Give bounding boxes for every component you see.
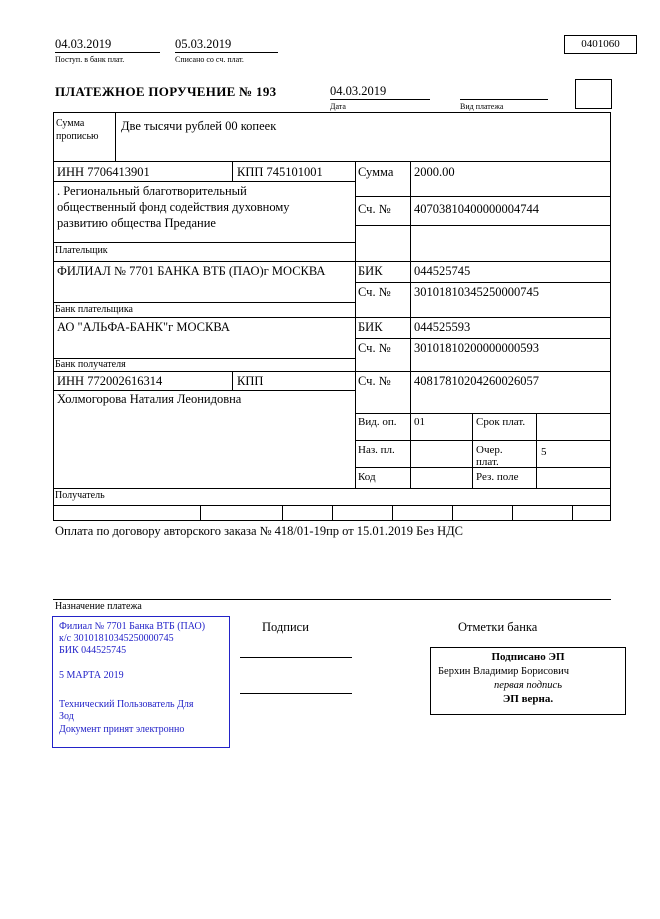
stamp-bank-name: Филиал № 7701 Банка ВТБ (ПАО)	[59, 621, 206, 632]
signature-line	[240, 657, 352, 658]
op-kind-caption: Вид. оп.	[358, 416, 397, 428]
debited-date-caption: Списано со сч. плат.	[175, 55, 244, 64]
purpose-text: Оплата по договору авторского заказа № 418/01-19пр от 15.01.2019 Без НДС	[55, 524, 464, 538]
payer-section-bottom-line	[53, 261, 611, 262]
signature-line	[240, 693, 352, 694]
sum-row-bottom-line	[355, 196, 610, 197]
payee-bank-account-caption: Сч. №	[358, 341, 391, 355]
stamp-note: Документ принят электронно	[59, 724, 185, 735]
payee-bank-bik-caption: БИК	[358, 320, 383, 334]
payee-bank-bik-row-line	[355, 338, 610, 339]
table-left-line	[53, 161, 54, 520]
payee-kpp-caption: КПП	[237, 374, 264, 388]
amount-box-right-line	[610, 112, 611, 161]
table-right-line	[610, 161, 611, 520]
due-date-caption: Срок плат.	[476, 416, 526, 428]
form-code: 0401060	[581, 38, 620, 50]
payee-bank-name: АО "АЛЬФА-БАНК"г МОСКВА	[57, 320, 230, 334]
amount-words-value: Две тысячи рублей 00 копеек	[121, 119, 277, 133]
bottom-strip-divider	[452, 505, 453, 520]
details-grid-col-divider-1	[472, 413, 473, 488]
document-title: ПЛАТЕЖНОЕ ПОРУЧЕНИЕ № 193	[55, 84, 277, 99]
bank-marks-title: Отметки банка	[458, 620, 538, 634]
document-date-underline	[330, 99, 430, 100]
payer-account-caption: Сч. №	[358, 202, 391, 216]
bottom-strip-divider	[512, 505, 513, 520]
stamp-user: Технический Пользователь Для Зод	[59, 699, 194, 722]
payer-bank-bik: 044525745	[414, 264, 471, 278]
debited-date-underline	[175, 52, 278, 53]
details-grid-col-divider-2	[536, 413, 537, 488]
received-date-caption: Поступ. в банк плат.	[55, 55, 125, 64]
bottom-strip-divider	[572, 505, 573, 520]
bottom-strip-divider	[332, 505, 333, 520]
payer-bank-name-bottom-line	[53, 302, 355, 303]
bottom-strip-divider	[282, 505, 283, 520]
priority-caption: Очер. плат.	[476, 444, 503, 468]
sum-caption: Сумма	[358, 165, 394, 179]
payer-bank-account-caption: Сч. №	[358, 285, 391, 299]
reserve-field-caption: Рез. поле	[476, 471, 519, 483]
payer-bank-name: ФИЛИАЛ № 7701 БАНКА ВТБ (ПАО)г МОСКВА	[57, 264, 326, 278]
payee-bank-bik: 044525593	[414, 320, 471, 334]
bottom-strip-bottom-line	[53, 520, 611, 521]
payer-kpp: КПП 745101001	[237, 165, 323, 179]
form-code-box	[564, 35, 637, 54]
payee-bank-section-caption: Банк получателя	[55, 359, 126, 370]
op-kind-value: 01	[414, 416, 425, 428]
payee-inn-row-bottom-line	[53, 390, 355, 391]
ep-valid-note: ЭП верна.	[502, 693, 554, 705]
received-date-underline	[55, 52, 160, 53]
details-grid-row-line-1	[355, 440, 610, 441]
payer-bank-bik-caption: БИК	[358, 264, 383, 278]
payee-account-caption: Сч. №	[358, 374, 391, 388]
payer-inn: ИНН 7706413901	[57, 165, 150, 179]
document-date-caption: Дата	[330, 102, 346, 111]
debited-date-value: 05.03.2019	[175, 37, 232, 51]
signer-name: Берхин Владимир Борисович	[438, 666, 569, 677]
bottom-strip-divider	[392, 505, 393, 520]
payee-inn-kpp-divider	[232, 371, 233, 390]
payer-name-bottom-line	[53, 242, 355, 243]
table-top-line	[53, 161, 611, 162]
amount-box-top-line	[53, 112, 611, 113]
payee-account: 40817810204260026057	[414, 374, 539, 388]
stamp-bik: БИК 044525745	[59, 645, 127, 656]
stamp-date: 5 МАРТА 2019	[59, 670, 124, 681]
payer-section-caption: Плательщик	[55, 245, 108, 256]
signature-kind: первая подпись	[493, 680, 562, 691]
payee-inn: ИНН 772002616314	[57, 374, 163, 388]
payee-section-caption: Получатель	[55, 490, 105, 501]
amount-box-left-line	[53, 112, 54, 161]
bank-stamp	[52, 616, 230, 748]
payer-account-row-line	[355, 225, 610, 226]
code-caption: Код	[358, 471, 376, 483]
stamp-corr-account: к/с 30101810345250000745	[59, 633, 174, 644]
table-main-divider	[355, 161, 356, 488]
payment-kind-box	[575, 79, 612, 109]
payment-kind-caption: Вид платежа	[460, 102, 504, 111]
sum-value: 2000.00	[414, 165, 455, 179]
payer-name: . Региональный благотворительный общественный фонд содействия духовному развитию общества Предание	[57, 184, 290, 230]
details-grid-top-line	[355, 413, 610, 414]
payer-bank-account: 30101810345250000745	[414, 285, 539, 299]
amount-words-caption: Сумма прописью	[56, 118, 99, 142]
purpose-section-line	[53, 599, 611, 600]
inn-row-bottom-line	[53, 181, 355, 182]
payer-bank-section-caption: Банк плательщика	[55, 304, 133, 315]
payment-kind-underline	[460, 99, 548, 100]
payee-name: Холмогорова Наталия Леонидовна	[57, 392, 242, 406]
amount-box-divider-line	[115, 112, 116, 161]
payee-section-bottom-line	[53, 488, 611, 489]
document-date-value: 04.03.2019	[330, 84, 387, 98]
table-label-divider	[410, 161, 411, 488]
inn-kpp-divider	[232, 161, 233, 181]
payee-bank-section-bottom-line	[53, 371, 611, 372]
bank-marks-box	[430, 647, 626, 715]
received-date-value: 04.03.2019	[55, 37, 112, 51]
signatures-title: Подписи	[262, 620, 309, 634]
signed-ep-title: Подписано ЭП	[491, 651, 565, 663]
priority-value: 5	[541, 446, 547, 458]
payer-account: 40703810400000004744	[414, 202, 539, 216]
purpose-section-caption: Назначение платежа	[55, 601, 142, 612]
payer-bank-section-bottom-line	[53, 317, 611, 318]
bottom-strip-divider	[200, 505, 201, 520]
purpose-code-caption: Наз. пл.	[358, 444, 395, 456]
payer-bank-bik-row-line	[355, 282, 610, 283]
payee-bank-account: 30101810200000000593	[414, 341, 539, 355]
